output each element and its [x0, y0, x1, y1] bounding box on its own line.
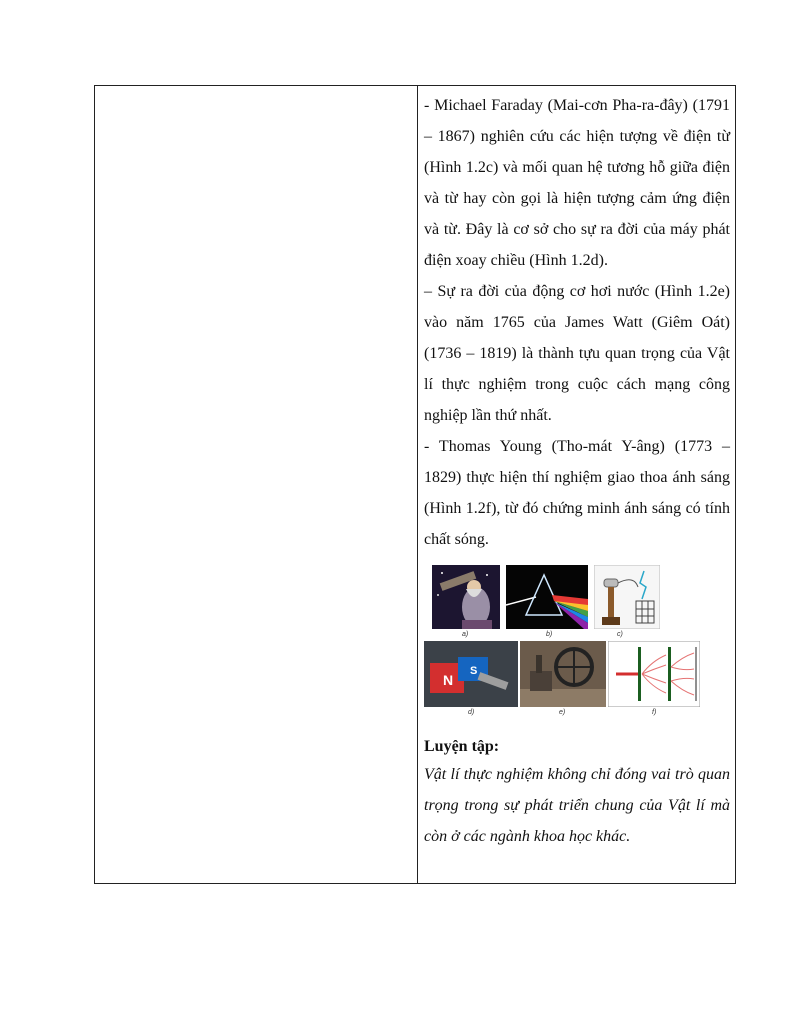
figure-f-interference	[608, 641, 700, 707]
caption-e: e)	[559, 709, 566, 716]
figure-a-telescope	[432, 565, 500, 629]
caption-c: c)	[617, 631, 623, 638]
figure-d-generator	[424, 641, 518, 707]
caption-a: a)	[462, 631, 469, 638]
magnet-s-letter: S	[470, 665, 478, 677]
practice-title: Luyện tập:	[424, 738, 500, 755]
right-cell	[418, 86, 736, 883]
magnet-n-letter: N	[443, 672, 454, 688]
caption-f: f)	[652, 709, 657, 716]
left-cell-empty	[95, 86, 417, 883]
caption-d: d)	[468, 709, 475, 716]
figure-c-apparatus	[594, 565, 660, 629]
paragraph-faraday: - Michael Faraday (Mai-cơn Pha-ra-đây) (1791 – 1867) nghiên cứu các hiện tượng về điện từ (Hình 1.2c) và mối quan hệ tương hỗ giữa điện và từ hay còn gọi là hiện tượng cảm ứng điện và từ. Đây là cơ sở cho sự ra đời của máy phát điện xoay chiều (Hình 1.2d).	[424, 97, 730, 269]
caption-b: b)	[546, 631, 553, 638]
figure-b-prism	[506, 565, 588, 629]
right-cell-content	[424, 90, 730, 852]
figure-e-steam-engine	[520, 641, 606, 707]
practice-text: Vật lí thực nghiệm không chỉ đóng vai trò quan trọng trong sự phát triển chung của Vật lí mà còn ở các ngành khoa học khác.	[424, 766, 730, 845]
figure-gallery	[424, 565, 724, 725]
paragraph-young: - Thomas Young (Tho-mát Y-âng) (1773 – 1829) thực hiện thí nghiệm giao thoa ánh sáng (Hình 1.2f), từ đó chứng minh ánh sáng có tính chất sóng.	[424, 438, 730, 548]
paragraph-watt: – Sự ra đời của động cơ hơi nước (Hình 1.2e) vào năm 1765 của James Watt (Giêm Oát) (1736 – 1819) là thành tựu quan trọng của Vật lí thực nghiệm trong cuộc cách mạng công nghiệp lần thứ nhất.	[424, 283, 730, 424]
content-table	[94, 85, 736, 884]
